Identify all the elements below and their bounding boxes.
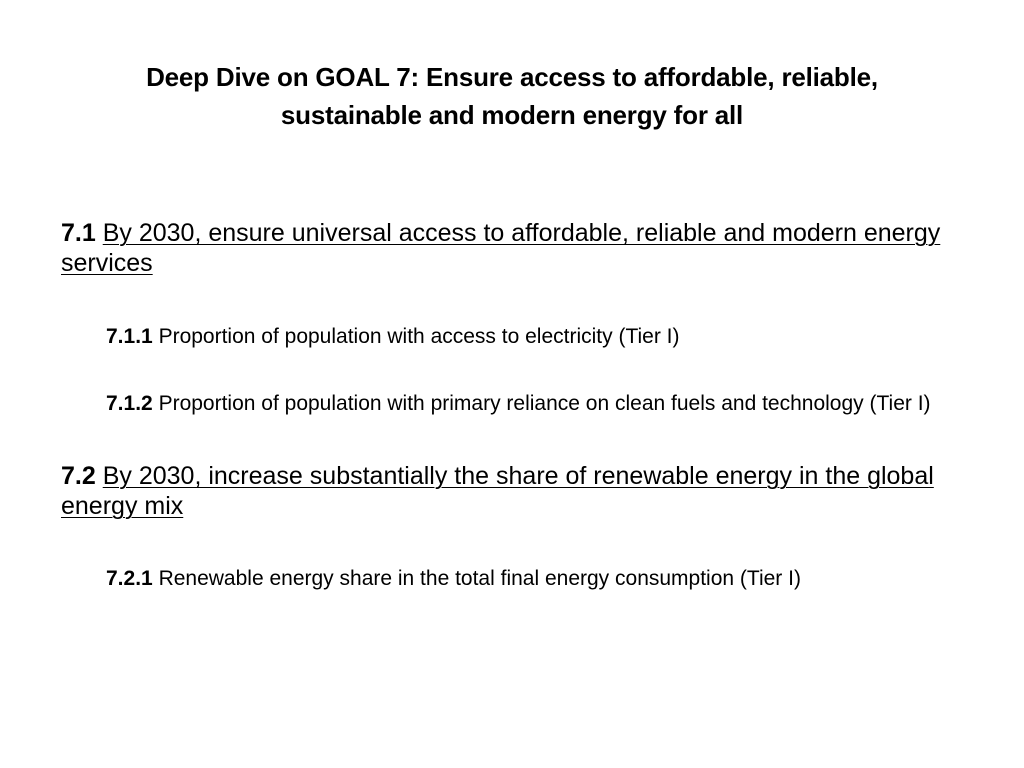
indicator-number: 7.1.2 [106,392,153,415]
target-7-1 [61,218,961,278]
target-number: 7.2 [61,462,96,490]
indicator-number: 7.2.1 [106,567,153,590]
target-text: By 2030, increase substantially the share of renewable energy in the global energy mix [61,462,934,520]
indicator-7-1-1 [106,323,956,350]
indicator-text: Proportion of population with primary reliance on clean fuels and technology (Tier I) [158,392,931,415]
indicator-text: Proportion of population with access to electricity (Tier I) [158,325,680,348]
target-number: 7.1 [61,219,96,247]
indicator-7-1-2 [106,390,956,417]
indicator-7-2-1 [106,565,956,592]
slide-title: Deep Dive on GOAL 7: Ensure access to affordable, reliable, sustainable and modern energy for all [146,62,878,130]
indicator-number: 7.1.1 [106,325,153,348]
indicator-text: Renewable energy share in the total final energy consumption (Tier I) [158,567,801,590]
slide-body [61,218,961,592]
target-text: By 2030, ensure universal access to affordable, reliable and modern energy services [61,219,941,277]
target-7-2 [61,461,961,521]
